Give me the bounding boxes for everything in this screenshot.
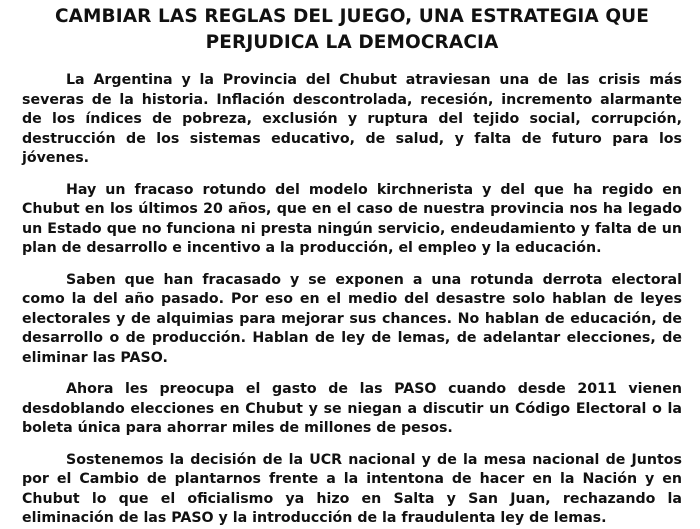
document-title [22, 4, 682, 56]
paragraph-3: Saben que han fracasado y se exponen a una rotunda derrota electoral como la del año pasado. Por eso en el medio del desastre solo hablan de leyes electorales y de alquimias para mejorar sus chances. No hablan de educación, de desarrollo o de producción. Hablan de ley de lemas, de adelantar elecciones, de eliminar las PASO. [22, 271, 682, 366]
title-line-2: PERJUDICA LA DEMOCRACIA [205, 32, 499, 53]
paragraph-1: La Argentina y la Provincia del Chubut atraviesan una de las crisis más severas de la historia. Inflación descontrolada, recesión, incremento alarmante de los índices de pobreza, exclusión y ruptura del tejido social, corrupción, destrucción de los sistemas educativo, de salud, y falta de futuro para los jóvenes. [22, 72, 682, 166]
paragraph-4: Ahora les preocupa el gasto de las PASO cuando desde 2011 vienen desdoblando elecciones en Chubut y se niegan a discutir un Código Electoral o la boleta única para ahorrar miles de millones de pesos. [22, 381, 682, 436]
paragraph-2: Hay un fracaso rotundo del modelo kirchnerista y del que ha regido en Chubut en los últimos 20 años, que en el caso de nuestra provincia nos ha legado un Estado que no funciona ni presta ningún servicio, endeudamiento y falta de un plan de desarrollo e incentivo a la producción, el empleo y la educación. [22, 181, 682, 256]
paragraph-5: Sostenemos la decisión de la UCR nacional y de la mesa nacional de Juntos por el Cambio de plantarnos frente a la intentona de hacer en la Nación y en Chubut lo que el oficialismo ya hizo en Salta y San Juan, rechazando la eliminación de las PASO y la introducción de la fraudulenta ley de lemas. [22, 451, 682, 526]
title-line-1: CAMBIAR LAS REGLAS DEL JUEGO, UNA ESTRATEGIA QUE [54, 6, 650, 27]
